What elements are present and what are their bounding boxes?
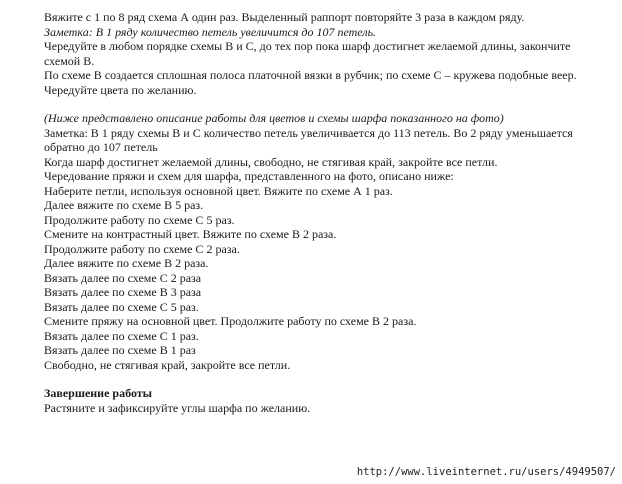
step-line: Продолжите работу по схеме С 2 раза. [44,241,240,256]
instruction-alternate-charts: Чередуйте в любом порядке схемы В и С, до тех пор пока шарф достигнет желаемой длины, закончите схемой В. [44,39,571,68]
instruction-colors: Чередуйте цвета по желанию. [44,82,197,97]
step-line: Вязать далее по схеме С 5 раз. [44,299,199,314]
document-body [44,10,604,415]
instruction-chart-description: По схеме В создается сплошная полоса платочной вязки в рубчик; по схеме С – кружева подобные веер. [44,68,577,82]
step-line: Продолжите работу по схеме С 5 раз. [44,212,235,227]
step-line: Свободно, не стягивая край, закройте все петли. [44,357,291,372]
step-line: Смените на контрастный цвет. Вяжите по схеме В 2 раза. [44,227,337,241]
finish-text: Растяните и зафиксируйте углы шарфа по желанию. [44,400,311,415]
step-line: Далее вяжите по схеме В 2 раза. [44,256,209,270]
paragraph-gap [44,372,604,386]
note-row1: Заметка: В 1 ряду количество петель увеличится до 107 петель. [44,24,377,39]
paragraph-gap [44,97,604,111]
step-line: Вязать далее по схеме С 2 раза [44,270,202,285]
step-line: Чередование пряжи и схем для шарфа, представленного на фото, описано ниже: [44,169,454,183]
section-note-italic: (Ниже представлено описание работы для цветов и схемы шарфа показанного на фото) [44,111,504,125]
step-line: Смените пряжу на основной цвет. Продолжите работу по схеме В 2 раза. [44,314,417,328]
step-line: Когда шарф достигнет желаемой длины, свободно, не стягивая край, закройте все петли. [44,154,498,169]
step-line: Далее вяжите по схеме В 5 раз. [44,198,204,212]
finish-heading: Завершение работы [44,386,153,400]
source-url[interactable]: http://www.liveinternet.ru/users/4949507/ [356,466,616,478]
note-stitch-count: Заметка: В 1 ряду схемы В и С количество петель увеличивается до 113 петель. Во 2 ряду уменьшается обратно до 107 петель [44,125,573,154]
step-line: Вязать далее по схеме С 1 раз. [44,328,199,343]
step-line: Вязать далее по схеме В 1 раз [44,343,196,357]
step-line: Вязать далее по схеме В 3 раза [44,285,202,299]
step-line: Наберите петли, используя основной цвет. Вяжите по схеме А 1 раз. [44,183,393,198]
intro-line: Вяжите с 1 по 8 ряд схема А один раз. Выделенный раппорт повторяйте 3 раза в каждом ряду. [44,10,525,24]
